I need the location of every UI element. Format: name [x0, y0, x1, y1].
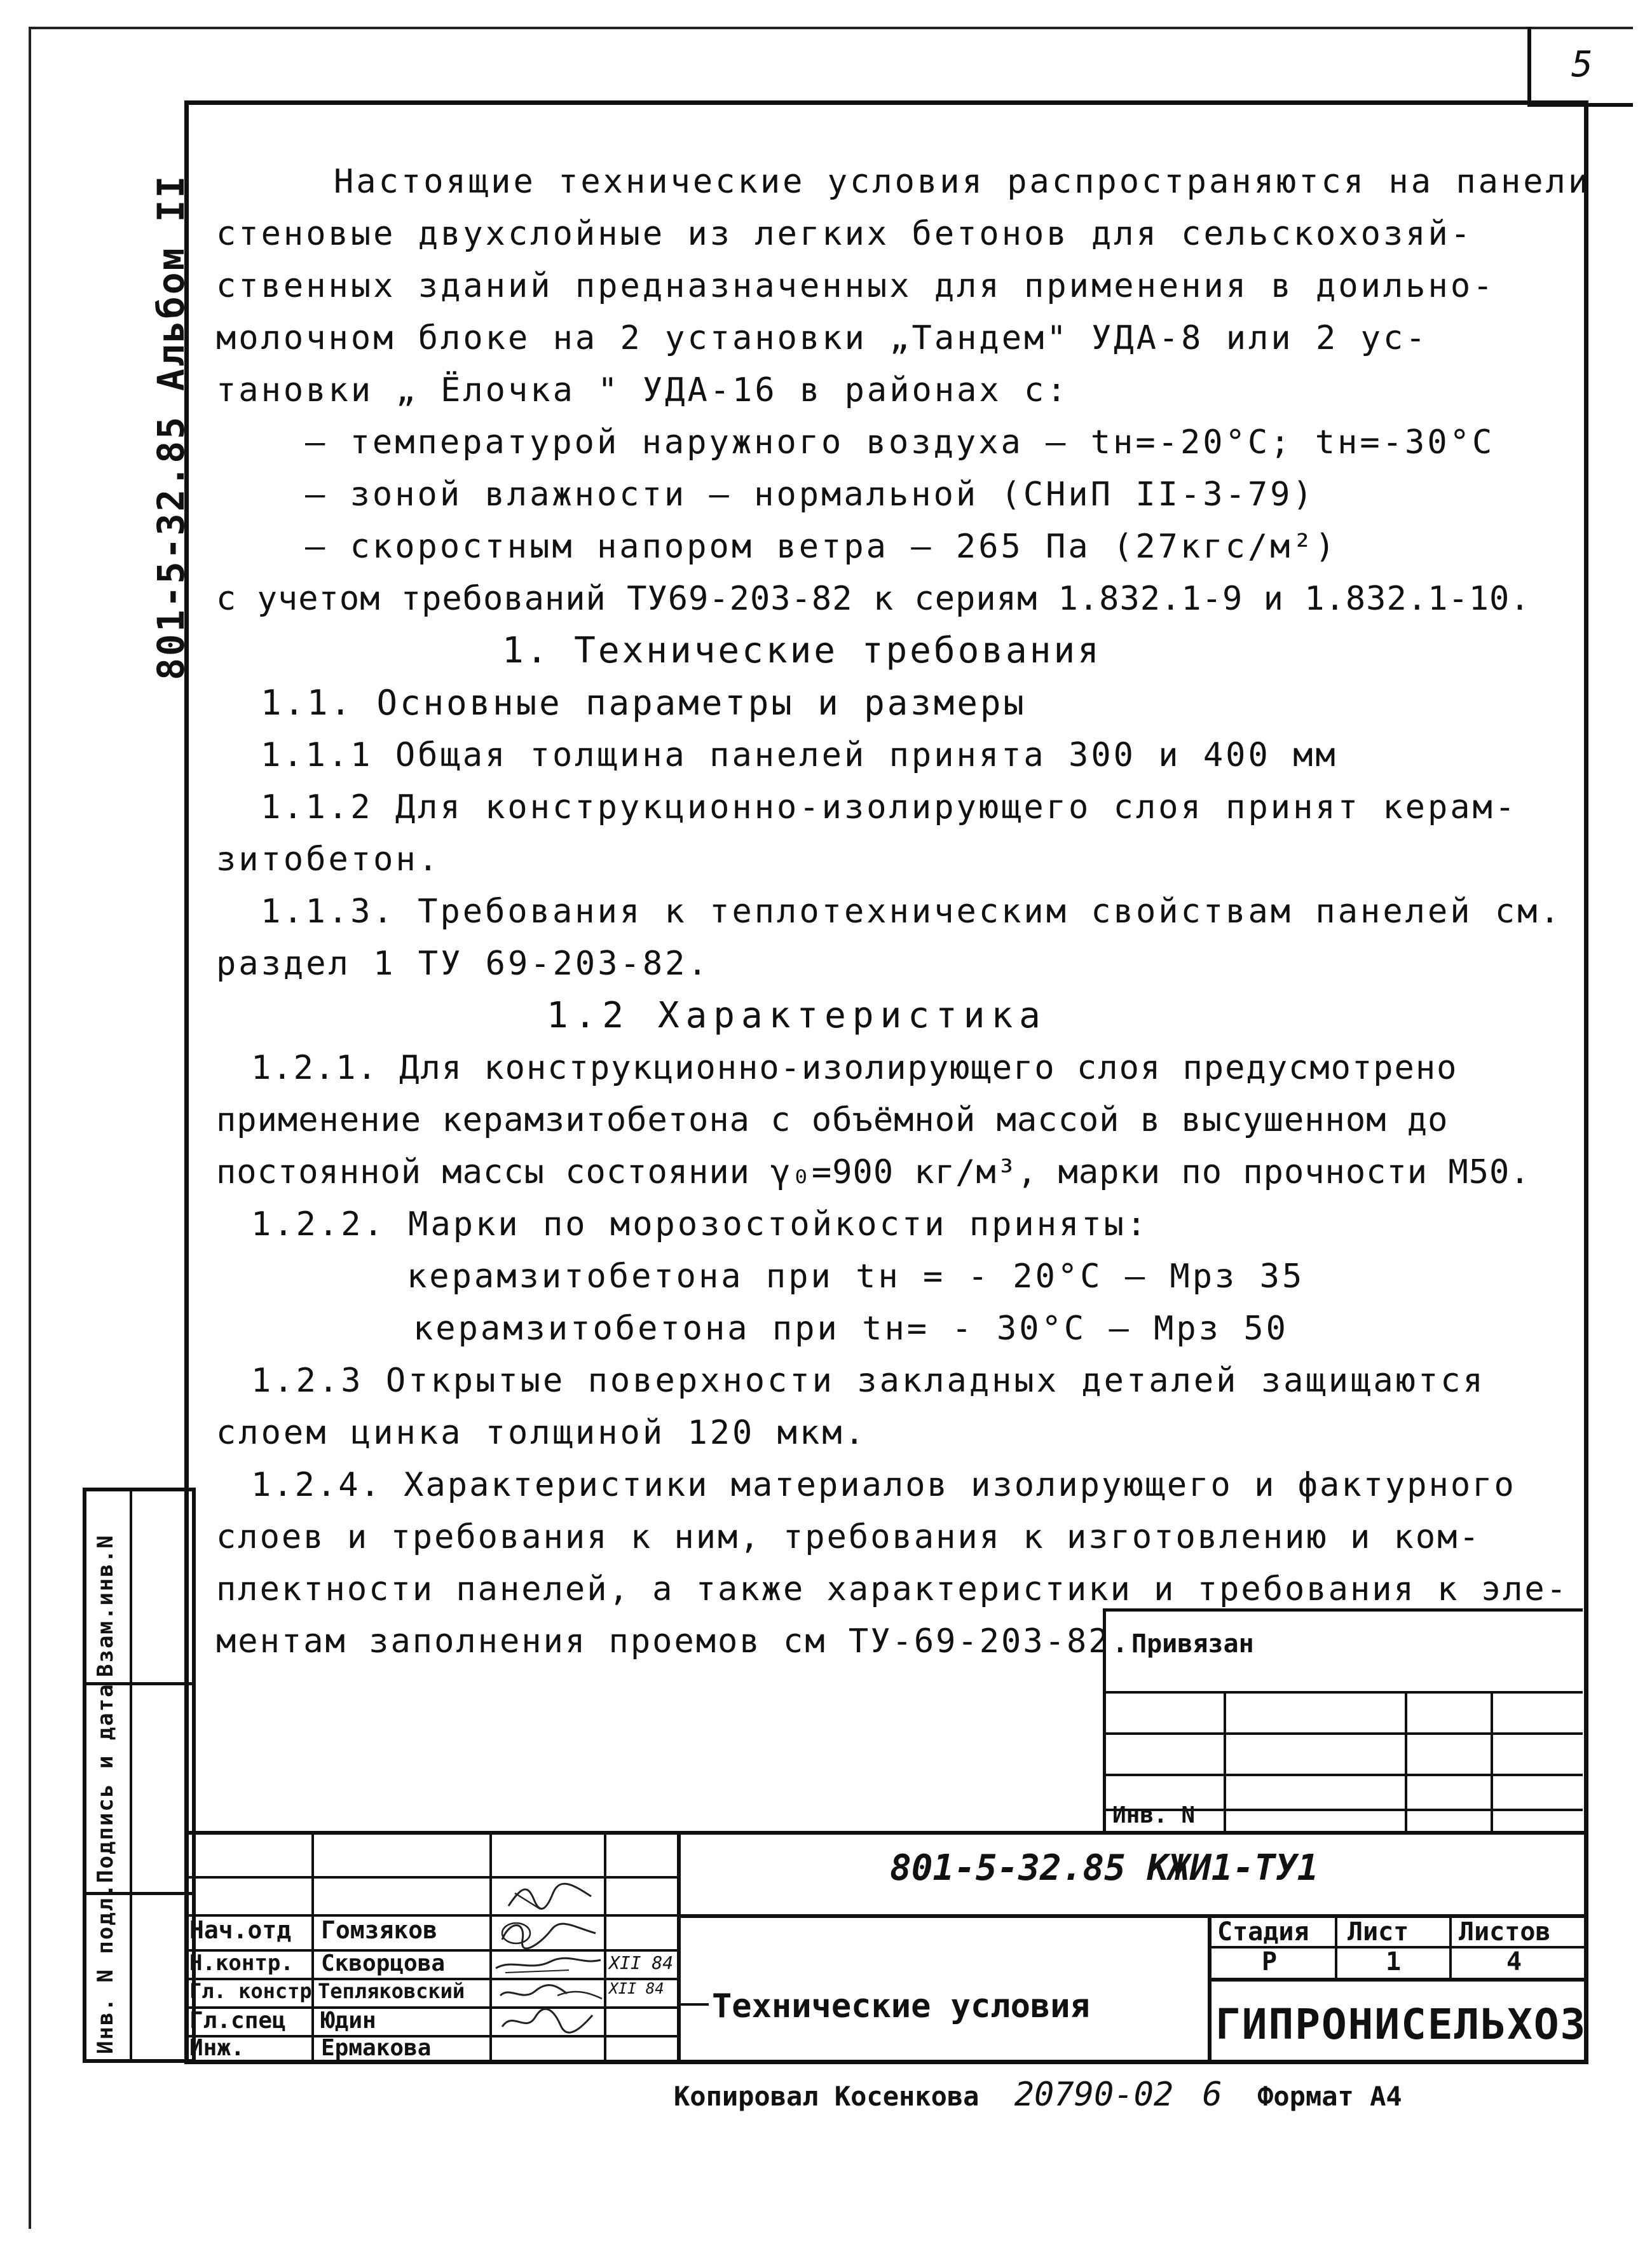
body-line: — скоростным напором ветра — 265 Па (27кгс/м²): [305, 528, 1338, 566]
body-line: керамзитобетона при tн = - 20°C — Мрз 35: [407, 1257, 1305, 1296]
person-name: Ермакова: [321, 2035, 432, 2061]
body-line: 1.1.1 Общая толщина панелей принята 300 и 400 мм: [261, 736, 1338, 774]
sheets-value: 4: [1506, 1947, 1522, 1976]
body-line: ментам заполнения проемов см ТУ-69-203-82.: [216, 1622, 1132, 1661]
body-line: раздел 1 ТУ 69-203-82.: [216, 945, 710, 983]
binding-inv-label: Инв. N: [1112, 1802, 1196, 1828]
role-label: Инж.: [189, 2035, 245, 2061]
binding-row-line: [1106, 1732, 1583, 1735]
sheet-value: 1: [1386, 1947, 1402, 1976]
binding-row-line: [1106, 1691, 1583, 1694]
leader-line: [680, 2003, 709, 2006]
tb-row-line: [677, 1914, 1584, 1918]
date-value: XII 84: [609, 1952, 674, 1973]
body-line: зитобетон.: [216, 840, 441, 879]
paper-format: Формат А4: [1257, 2081, 1402, 2112]
signature-icon: [493, 1952, 604, 1978]
binding-col-line: [1491, 1691, 1493, 1834]
role-label: Нач.отд: [189, 1916, 292, 1944]
body-line: 1.2.2. Марки по морозостойкости приняты:: [251, 1205, 1149, 1243]
body-line: тановки „ Ёлочка " УДА-16 в районах с:: [216, 371, 1069, 409]
organization-name: ГИПРОНИСЕЛЬХОЗ: [1215, 2000, 1587, 2049]
date-value: XII 84: [609, 1980, 664, 1997]
signature-icon: [497, 2008, 599, 2034]
document-body: [216, 156, 1591, 1667]
subsection-heading: 1.2 Характеристика: [547, 995, 1047, 1036]
title-block: [184, 1831, 1587, 2064]
signature-icon: [502, 1880, 597, 1912]
side-table-divider: [130, 1491, 132, 2059]
body-line: 1.1.3. Требования к теплотехническим свойствам панелей см.: [261, 893, 1562, 931]
tb-col-line: [604, 1835, 606, 2064]
signature-icon: [497, 1917, 602, 1949]
body-line: стеновые двухслойные из легких бетонов для сельскохозяй-: [216, 215, 1473, 253]
role-label: Н.контр.: [189, 1950, 294, 1976]
body-line: Настоящие технические условия распространяются на панели: [334, 163, 1591, 201]
tb-col-line: [677, 1835, 681, 2064]
side-stamp-table: [83, 1488, 196, 2063]
role-label: Гл.спец: [189, 2008, 286, 2034]
order-suffix: 6: [1202, 2076, 1222, 2114]
body-line: применение керамзитобетона с объёмной массой в высушенном до: [216, 1101, 1449, 1139]
document-code: 801-5-32.85 КЖИ1-ТУ1: [890, 1847, 1319, 1889]
tb-col-line: [489, 1835, 492, 2064]
album-label: 801-5-32.85 Альбом II: [149, 174, 193, 680]
role-label: Гл. констр: [189, 1979, 312, 2003]
sheet-number: 5: [1527, 27, 1633, 107]
body-line: плектности панелей, а также характеристики и требования к эле-: [216, 1570, 1569, 1608]
body-line: 1.2.3 Открытые поверхности закладных деталей защищаются: [251, 1362, 1485, 1400]
body-line: 1.1.2 Для конструкционно-изолирующего слоя принят керам-: [261, 788, 1518, 826]
body-line: ственных зданий предназначенных для применения в доильно-: [216, 267, 1496, 305]
body-line: 1.2.1. Для конструкционно-изолирующего слоя предусмотрено: [251, 1049, 1458, 1087]
body-line: — зоной влажности — нормальной (СНиП II-3-79): [305, 476, 1315, 514]
body-line: 1.2.4. Характеристики материалов изолирующего и фактурного: [251, 1466, 1516, 1504]
person-name: Юдин: [321, 2008, 376, 2034]
sheets-header: Листов: [1459, 1917, 1551, 1947]
binding-title: Привязан: [1131, 1629, 1254, 1659]
signature-icon: [497, 1980, 605, 2006]
tb-col-line: [311, 1835, 314, 2064]
body-line: постоянной массы состоянии γ₀=900 кг/м³, марки по прочности М50.: [216, 1153, 1531, 1191]
signature-date-label: Подпись и дата: [93, 1683, 118, 1883]
vzam-inv-label: Взам.инв.N: [93, 1534, 118, 1677]
binding-row-line: [1106, 1774, 1583, 1776]
tb-col-line: [1208, 1914, 1212, 2064]
subsection-heading: 1.1. Основные параметры и размеры: [261, 683, 1027, 723]
binding-stamp: [1103, 1608, 1583, 1834]
body-line: — температурой наружного воздуха — tн=-20°C; tн=-30°C: [305, 423, 1495, 462]
order-number: 20790-02: [1014, 2076, 1174, 2114]
sheet-header: Лист: [1348, 1917, 1409, 1947]
binding-col-line: [1224, 1691, 1226, 1834]
inv-podl-label: Инв. N подл.: [93, 1882, 118, 2054]
body-line: керамзитобетона при tн= - 30°C — Мрз 50: [413, 1310, 1288, 1348]
section-heading: 1. Технические требования: [502, 630, 1102, 671]
body-line: молочном блоке на 2 установки „Тандем" УДА-8 или 2 ус-: [216, 319, 1428, 357]
body-line: слоем цинка толщиной 120 мкм.: [216, 1414, 867, 1452]
body-line: с учетом требований ТУ69-203-82 к сериям 1.832.1-9 и 1.832.1-10.: [216, 580, 1531, 618]
stage-value: Р: [1262, 1947, 1278, 1976]
body-line: слоев и требования к ним, требования к изготовлению и ком-: [216, 1518, 1481, 1556]
copy-footer: [674, 2076, 1402, 2114]
tb-row-line: [1208, 1978, 1584, 1982]
copied-by: Копировал Косенкова: [674, 2081, 980, 2112]
document-title: Технические условия: [712, 1987, 1090, 2025]
person-name: Тепляковский: [318, 1979, 465, 2003]
person-name: Гомзяков: [321, 1916, 438, 1944]
stage-header: Стадия: [1217, 1917, 1309, 1947]
person-name: Скворцова: [321, 1950, 446, 1976]
binding-col-line: [1405, 1691, 1407, 1834]
